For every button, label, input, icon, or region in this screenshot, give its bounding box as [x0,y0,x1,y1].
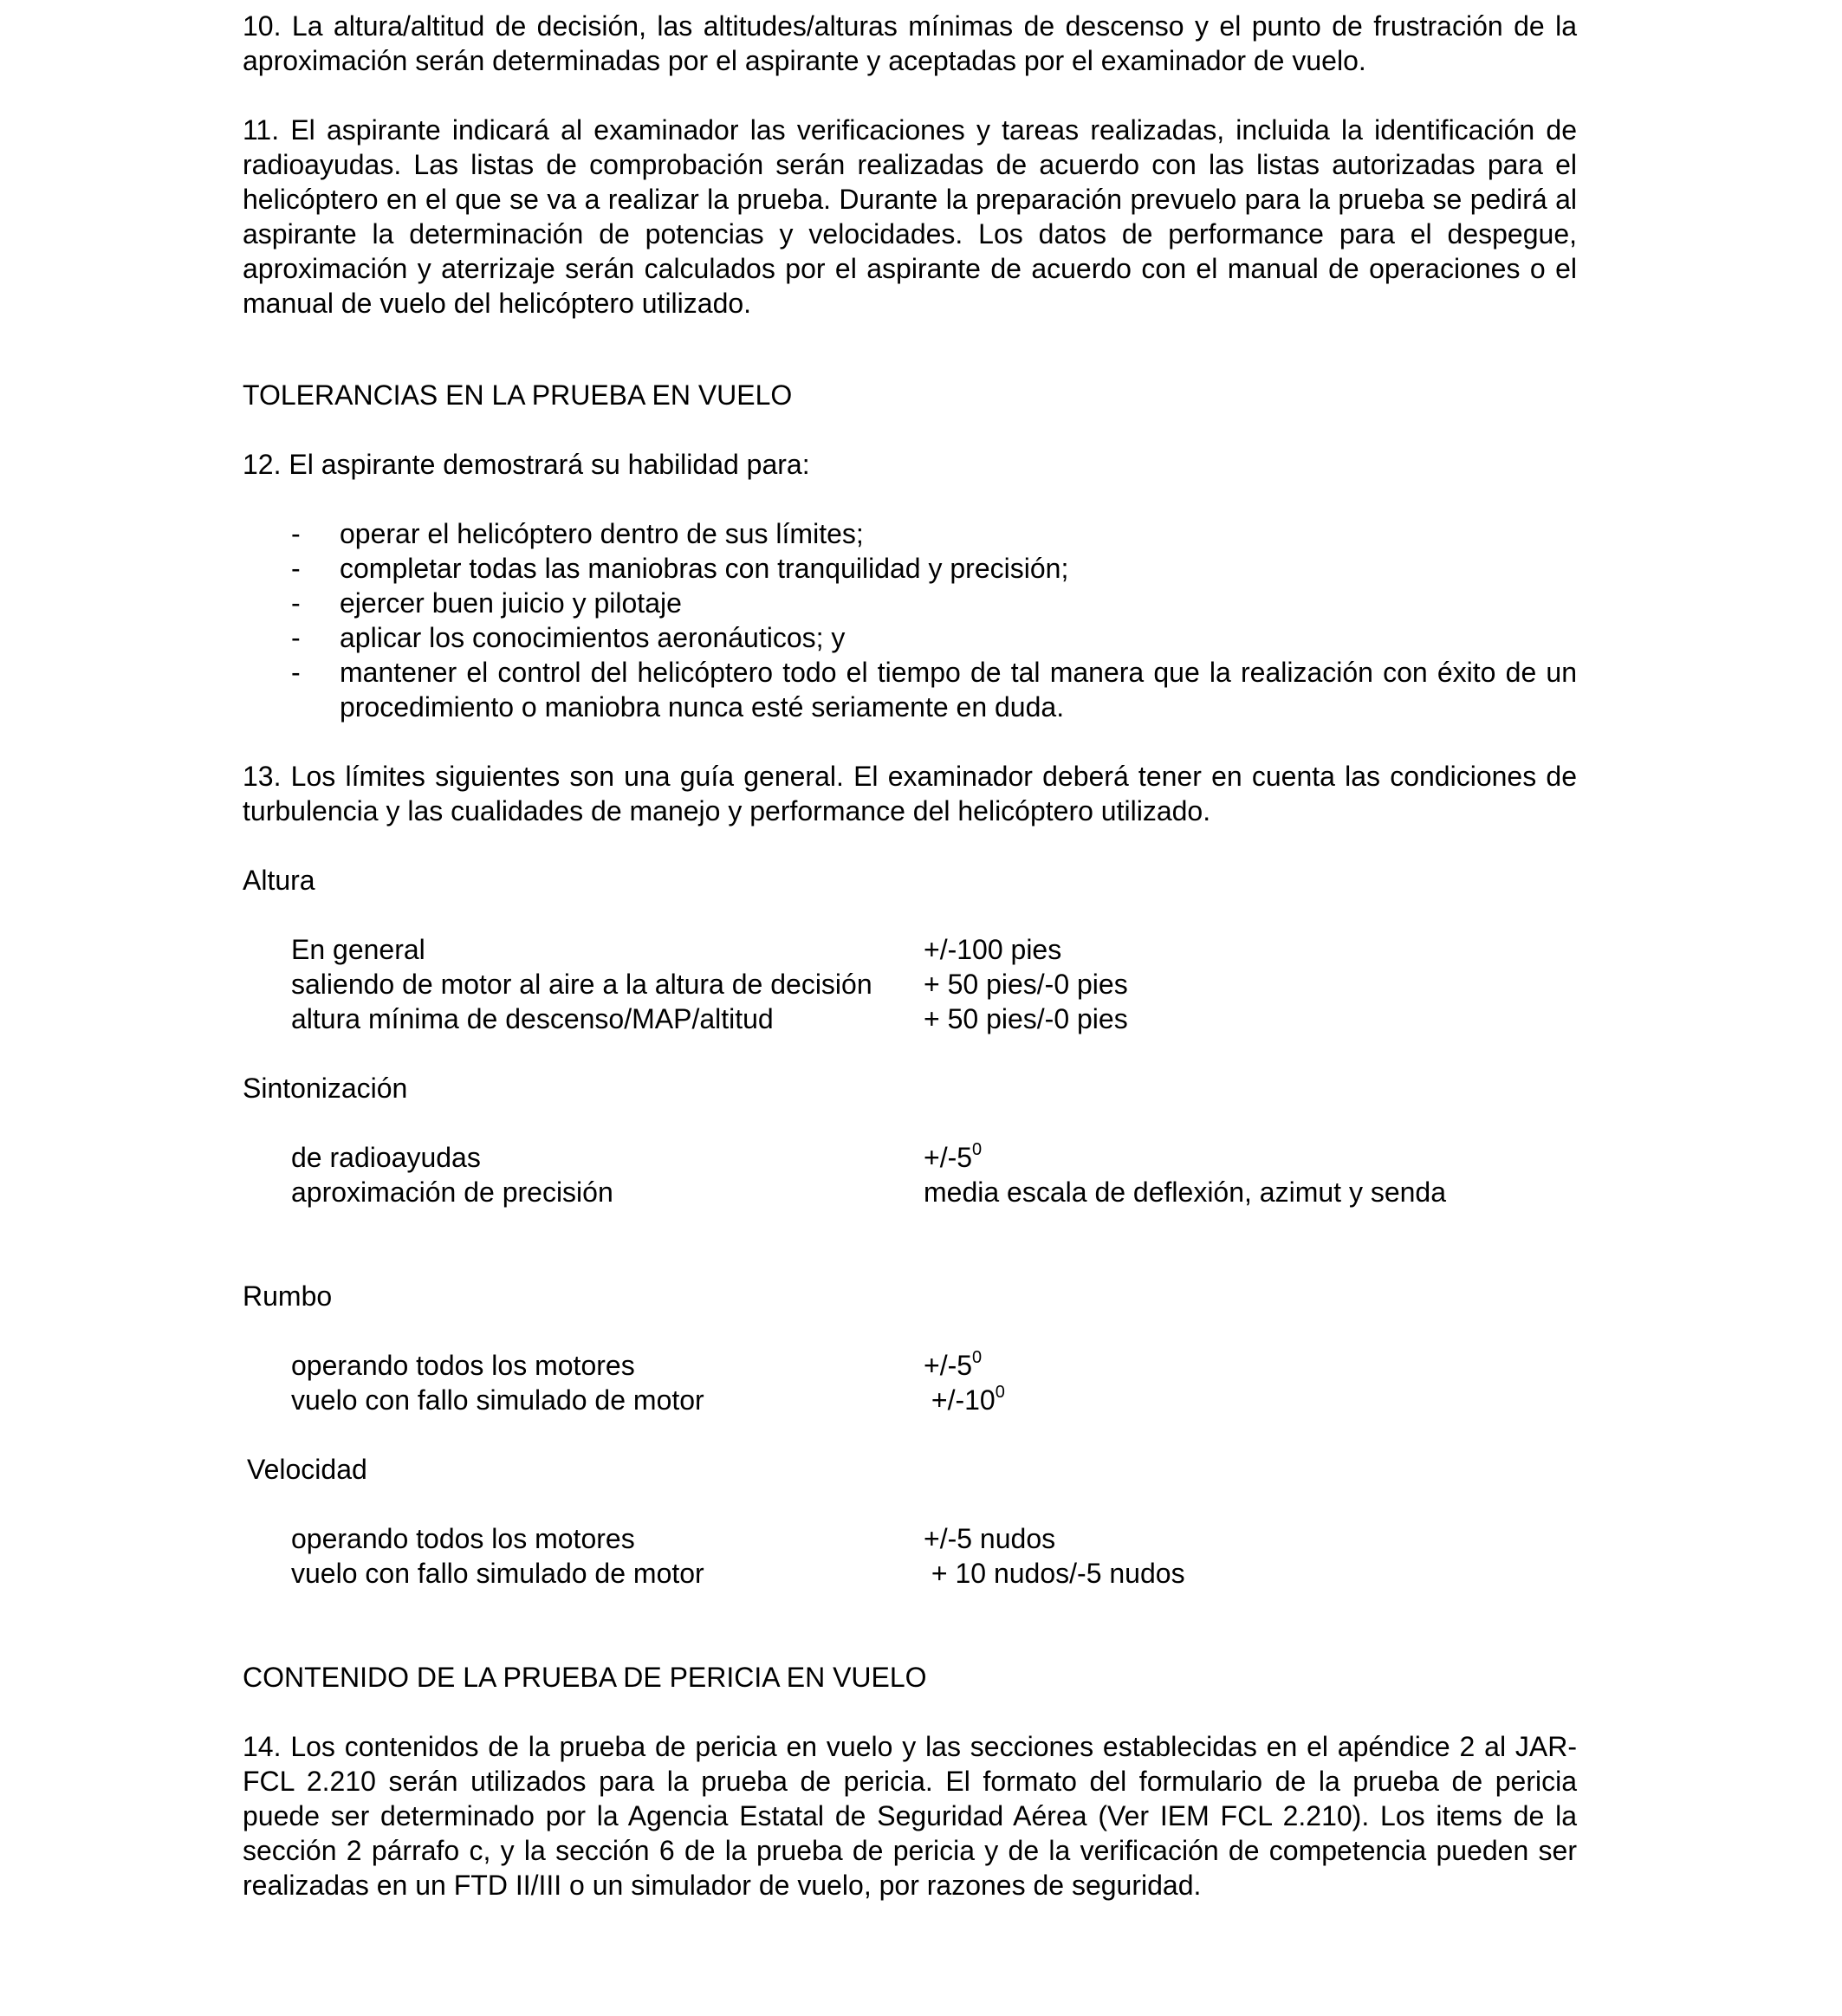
tolerance-value-cell [924,1348,1005,1383]
list-item [243,516,1577,551]
table-row [291,1140,1446,1175]
table-row [291,932,1128,967]
tolerance-table-velocidad [291,1521,1185,1591]
list-item-text: mantener el control del helicóptero todo el tiempo de tal manera que la realización con éxito de un procedimiento o maniobra nunca esté seriamente en duda. [340,657,1577,723]
degree-superscript: 0 [995,1383,1005,1402]
tolerance-label: altura mínima de descenso/MAP/altitud [291,1003,774,1034]
tolerance-table-rumbo [291,1348,1005,1417]
list-item [243,551,1577,586]
tolerance-heading-rumbo: Rumbo [243,1280,333,1312]
document-page [243,9,1577,1903]
tolerance-value-cell [924,1140,1446,1175]
tolerance-value-cell [924,1383,1005,1417]
table-row [291,1348,1005,1383]
tolerance-label: saliendo de motor al aire a la altura de decisión [291,969,872,1000]
tolerance-heading-sintonizacion: Sintonización [243,1073,408,1104]
paragraph-13-line1: 13. Los límites siguientes son una guía general. El examinador deberá tener en cuenta las condiciones de [243,761,1577,792]
list-item-text: operar el helicóptero dentro de sus límites; [340,518,864,549]
tolerance-value: + 50 pies/-0 pies [924,969,1128,1000]
tolerance-label: operando todos los motores [291,1350,635,1381]
tolerance-value: +/-10 [924,1384,996,1416]
list-item-text: aplicar los conocimientos aeronáuticos; y [340,622,846,653]
tolerance-label: En general [291,934,425,965]
table-row [291,1002,1128,1036]
dash-bullet: - [291,657,301,688]
paragraph-11: 11. El aspirante indicará al examinador las verificaciones y tareas realizadas, incluida la identificación de radioayudas. Las listas de comprobación serán realizadas de acuerdo con las listas autorizadas para el helicóptero en el que se va a realizar la prueba. Durante la preparación prevuelo para la prueba se pedirá al aspirante la determinación de potencias y velocidades. Los datos de performance para el despegue, aproximación y aterrizaje serán calculados por el aspirante de acuerdo con el manual de operaciones o el manual de vuelo del helicóptero utilizado. [243,114,1577,319]
tolerance-value: media escala de deflexión, azimut y senda [924,1177,1447,1208]
tolerance-heading-altura: Altura [243,865,315,896]
tolerance-value: + 10 nudos/-5 nudos [924,1558,1185,1589]
heading-tolerancias: TOLERANCIAS EN LA PRUEBA EN VUELO [243,379,793,411]
tolerance-heading-velocidad: Velocidad [247,1454,367,1485]
heading-contenido: CONTENIDO DE LA PRUEBA DE PERICIA EN VUELO [243,1662,927,1693]
dash-bullet: - [291,587,301,619]
paragraph-10: 10. La altura/altitud de decisión, las altitudes/alturas mínimas de descenso y el punto de frustración de la aproximación serán determinadas por el aspirante y aceptadas por el examinador de vuelo. [243,10,1577,76]
paragraph-13-line2: turbulencia y las cualidades de manejo y performance del helicóptero utilizado. [243,795,1211,826]
tolerance-label: aproximación de precisión [291,1177,613,1208]
list-item [243,586,1577,620]
list-item-text: ejercer buen juicio y pilotaje [340,587,682,619]
tolerance-table-sintonizacion [291,1140,1446,1209]
tolerance-label: vuelo con fallo simulado de motor [291,1384,704,1416]
tolerance-value: +/-5 nudos [924,1523,1056,1554]
tolerance-label: vuelo con fallo simulado de motor [291,1558,704,1589]
degree-superscript: 0 [972,1348,983,1367]
tolerance-value: + 50 pies/-0 pies [924,1003,1128,1034]
tolerance-value: +/-5 [924,1350,973,1381]
tolerance-table-altura [291,932,1128,1036]
list-item [243,620,1577,655]
table-row [291,1383,1005,1417]
list-item [243,655,1577,724]
dash-bullet: - [291,553,301,584]
tolerance-label: operando todos los motores [291,1523,635,1554]
paragraph-14: 14. Los contenidos de la prueba de pericia en vuelo y las secciones establecidas en el apéndice 2 al JAR-FCL 2.210 serán utilizados para la prueba de pericia. El formato del formulario de la prueba de pericia puede ser determinado por la Agencia Estatal de Seguridad Aérea (Ver IEM FCL 2.210). Los items de la sección 2 párrafo c, y la sección 6 de la prueba de pericia y de la verificación de competencia pueden ser realizadas en un FTD II/III o un simulador de vuelo, por razones de seguridad. [243,1731,1577,1901]
dash-bullet: - [291,518,301,549]
table-row [291,1175,1446,1209]
tolerance-value: +/-5 [924,1142,973,1173]
table-row [291,967,1128,1002]
table-row [291,1556,1185,1591]
tolerance-label: de radioayudas [291,1142,481,1173]
tolerance-value: +/-100 pies [924,934,1062,965]
dash-bullet: - [291,622,301,653]
skills-list [243,516,1577,724]
table-row [291,1521,1185,1556]
paragraph-12: 12. El aspirante demostrará su habilidad para: [243,449,810,480]
list-item-text: completar todas las maniobras con tranquilidad y precisión; [340,553,1069,584]
degree-superscript: 0 [972,1140,983,1159]
